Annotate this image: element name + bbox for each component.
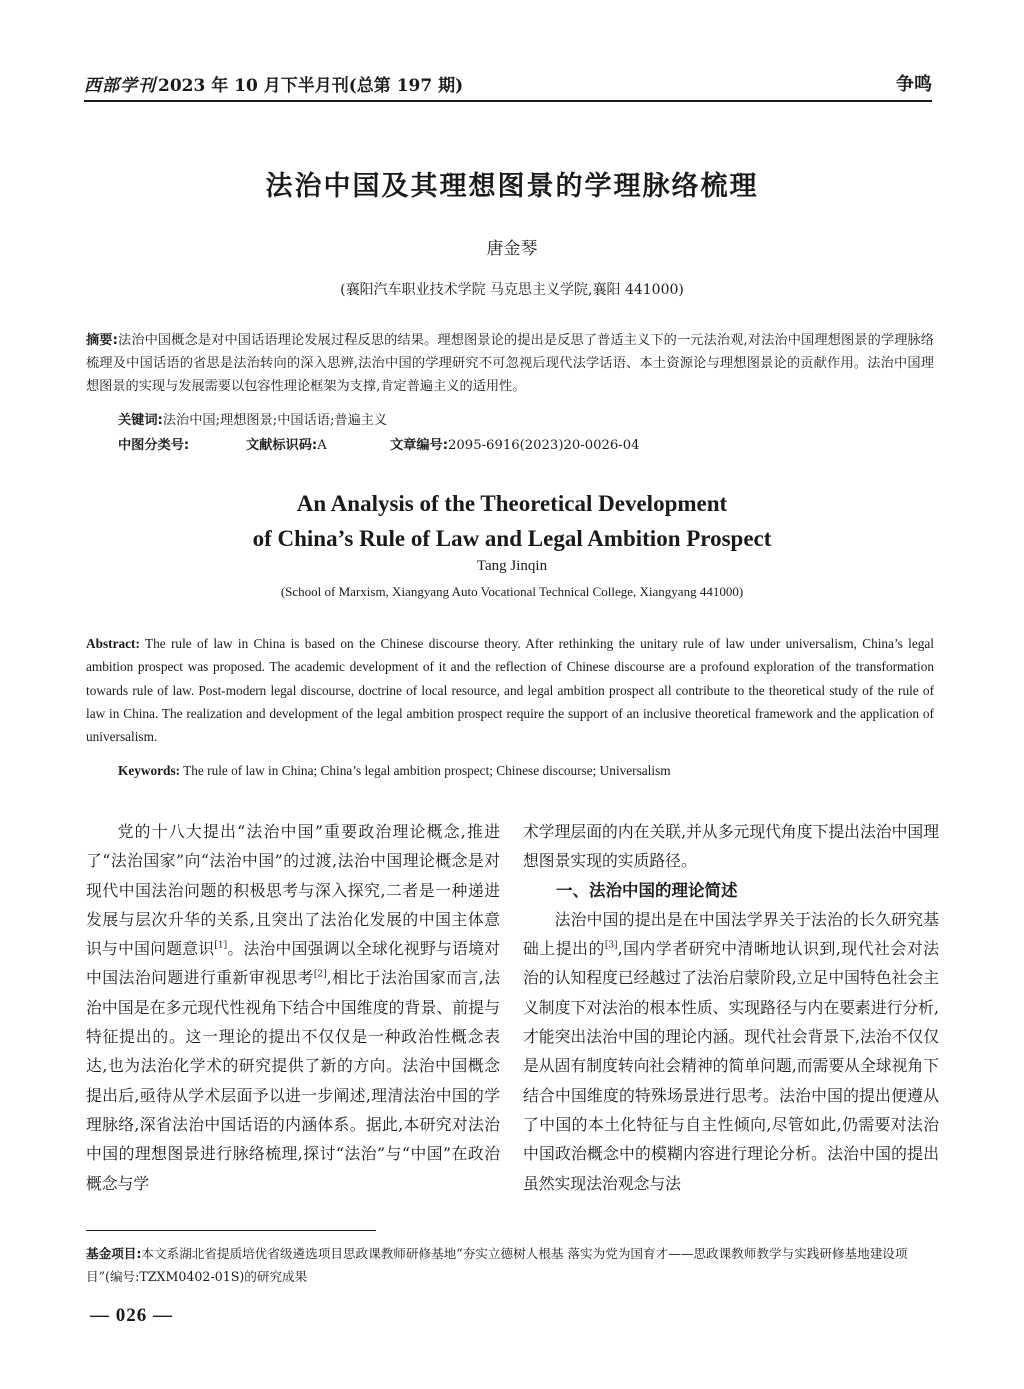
article-no-label: 文章编号: bbox=[390, 438, 449, 453]
author-cn: 唐金琴 bbox=[486, 239, 538, 259]
citation-ref: [1] bbox=[214, 940, 228, 951]
body-column-right bbox=[523, 817, 939, 1198]
abstract-en-text: The rule of law in China is based on the Chinese discourse theory. After rethinking the unitary rule of law under universalism, China’s legal ambition prospect was proposed. The academic development of it and the reflection of Chinese discourse are a profound exploration of the transformation towards rule of law. Post-modern legal discourse, doctrine of local resource, and legal ambition prospect all contribute to the theoretical study of the rule of law in China. The realization and development of the legal ambition prospect require the support of an inclusive theoretical framework and the application of universalism. bbox=[86, 636, 934, 745]
abstract-cn-text: 法治中国概念是对中国话语理论发展过程反思的结果。理想图景论的提出是反思了普适主义下的一元法治观,对法治中国理想图景的学理脉络梳理及中国话语的省思是法治转向的深入思辨,法治中国的学理研究不可忽视后现代法学话语、本土资源论与理想图景论的贡献作用。法治中国理想图景的实现与发展需要以包容性理论框架为支撑,肯定普遍主义的适用性。 bbox=[86, 333, 934, 394]
keywords-en bbox=[118, 763, 934, 779]
keywords-cn-text: 法治中国;理想图景;中国话语;普遍主义 bbox=[162, 413, 388, 428]
citation-ref: [3] bbox=[604, 940, 618, 951]
body-text: 党的十八大提出“法治中国”重要政治理论概念,推进了“法治国家”向“法治中国”的过渡,法治中国理论概念是对现代中国法治问题的积极思考与深入探究,二者是一种递进发展与层次升华的关系,且突出了法治化发展的中国主体意识与中国问题意识 bbox=[86, 822, 500, 959]
abstract-en-label: Abstract: bbox=[86, 636, 140, 651]
abstract-cn-label: 摘要: bbox=[86, 333, 118, 348]
doc-code-value: A bbox=[317, 438, 327, 453]
article-no-value: 2095-6916(2023)20-0026-04 bbox=[448, 438, 640, 453]
article-title-cn: 法治中国及其理想图景的学理脉络梳理 bbox=[265, 171, 759, 202]
abstract-en bbox=[86, 632, 934, 748]
keywords-cn bbox=[118, 409, 934, 428]
body-text: ,相比于法治国家而言,法治中国是在多元现代性视角下结合中国维度的背景、前提与特征提出的。这一理论的提出不仅仅是一种政治性概念表达,也为法治化学术的研究提供了新的方向。法治中国概念提出后,亟待从学术层面予以进一步阐述,理清法治中国的学理脉络,深省法治中国话语的内涵体系。据此,本研究对法治中国的理想图景进行脉络梳理,探讨“法治”与“中国”在政治概念与学 bbox=[86, 968, 500, 1193]
body-paragraph bbox=[86, 817, 500, 1198]
abstract-cn bbox=[86, 329, 934, 398]
keywords-en-text: The rule of law in China; China’s legal ambition prospect; Chinese discourse; Universalism bbox=[183, 763, 671, 778]
body-column-left bbox=[86, 817, 500, 1198]
keywords-cn-label: 关键词: bbox=[118, 413, 163, 428]
citation-ref: [2] bbox=[313, 970, 327, 981]
title-en-line2: of China’s Rule of Law and Legal Ambition Prospect bbox=[252, 526, 772, 551]
body-paragraph bbox=[523, 905, 939, 1198]
body-text: 法治中国的提出是在中国法学界关于法治的长久研究基础上提出的 bbox=[523, 909, 939, 959]
footnote-text: 本文系湖北省提质培优省级遴选项目思政课教师研修基地“夯实立德树人根基 落实为党为国育才——思政课教师教学与实践研修基地建设项目”(编号:TZXM0402-01S)的研究成果 bbox=[86, 1246, 908, 1284]
section-label: 争鸣 bbox=[896, 74, 932, 95]
running-header bbox=[84, 68, 932, 102]
affiliation-en: (School of Marxism, Xiangyang Auto Vocational Technical College, Xiangyang 441000) bbox=[280, 584, 744, 599]
funding-footnote bbox=[86, 1242, 934, 1288]
footnote-label: 基金项目: bbox=[86, 1246, 142, 1261]
journal-issue-info bbox=[84, 71, 463, 100]
article-title-en bbox=[0, 486, 1024, 556]
body-paragraph: 术学理层面的内在关联,并从多元现代角度下提出法治中国理想图景实现的实质路径。 bbox=[523, 822, 939, 871]
doc-code-label: 文献标识码: bbox=[246, 438, 318, 453]
affiliation-cn: (襄阳汽车职业技术学院 马克思主义学院,襄阳 441000) bbox=[340, 282, 684, 298]
footnote-divider bbox=[86, 1230, 376, 1231]
clc-label: 中图分类号: bbox=[118, 438, 190, 453]
issue-label: 2023 年 10 月下半月刊(总第 197 期) bbox=[158, 76, 464, 96]
author-en: Tang Jinqin bbox=[476, 558, 548, 574]
section-heading: 一、法治中国的理论简述 bbox=[556, 880, 738, 900]
title-en-line1: An Analysis of the Theoretical Development bbox=[296, 491, 728, 516]
page-number: — 026 — bbox=[90, 1305, 173, 1326]
keywords-en-label: Keywords: bbox=[118, 763, 181, 778]
body-text: ,国内学者研究中清晰地认识到,现代社会对法治的认知程度已经越过了法治启蒙阶段,立足中国特色社会主义制度下对法治的根本性质、实现路径与内在要素进行分析,才能突出法治中国的理论内涵。现代社会背景下,法治不仅仅是从固有制度转向社会精神的简单问题,而需要从全球视角下结合中国维度的特殊场景进行思考。法治中国的提出便遵从了中国的本土化特征与自主性倾向,尽管如此,仍需要对法治中国政治概念中的模糊内容进行理论分析。法治中国的提出虽然实现法治观念与法 bbox=[523, 939, 939, 1193]
journal-logo: 西部学刊 bbox=[84, 76, 156, 96]
body-text: 。法治中国强调以全球化视野与语境对中国法治问题进行重新审视思考 bbox=[86, 939, 500, 988]
